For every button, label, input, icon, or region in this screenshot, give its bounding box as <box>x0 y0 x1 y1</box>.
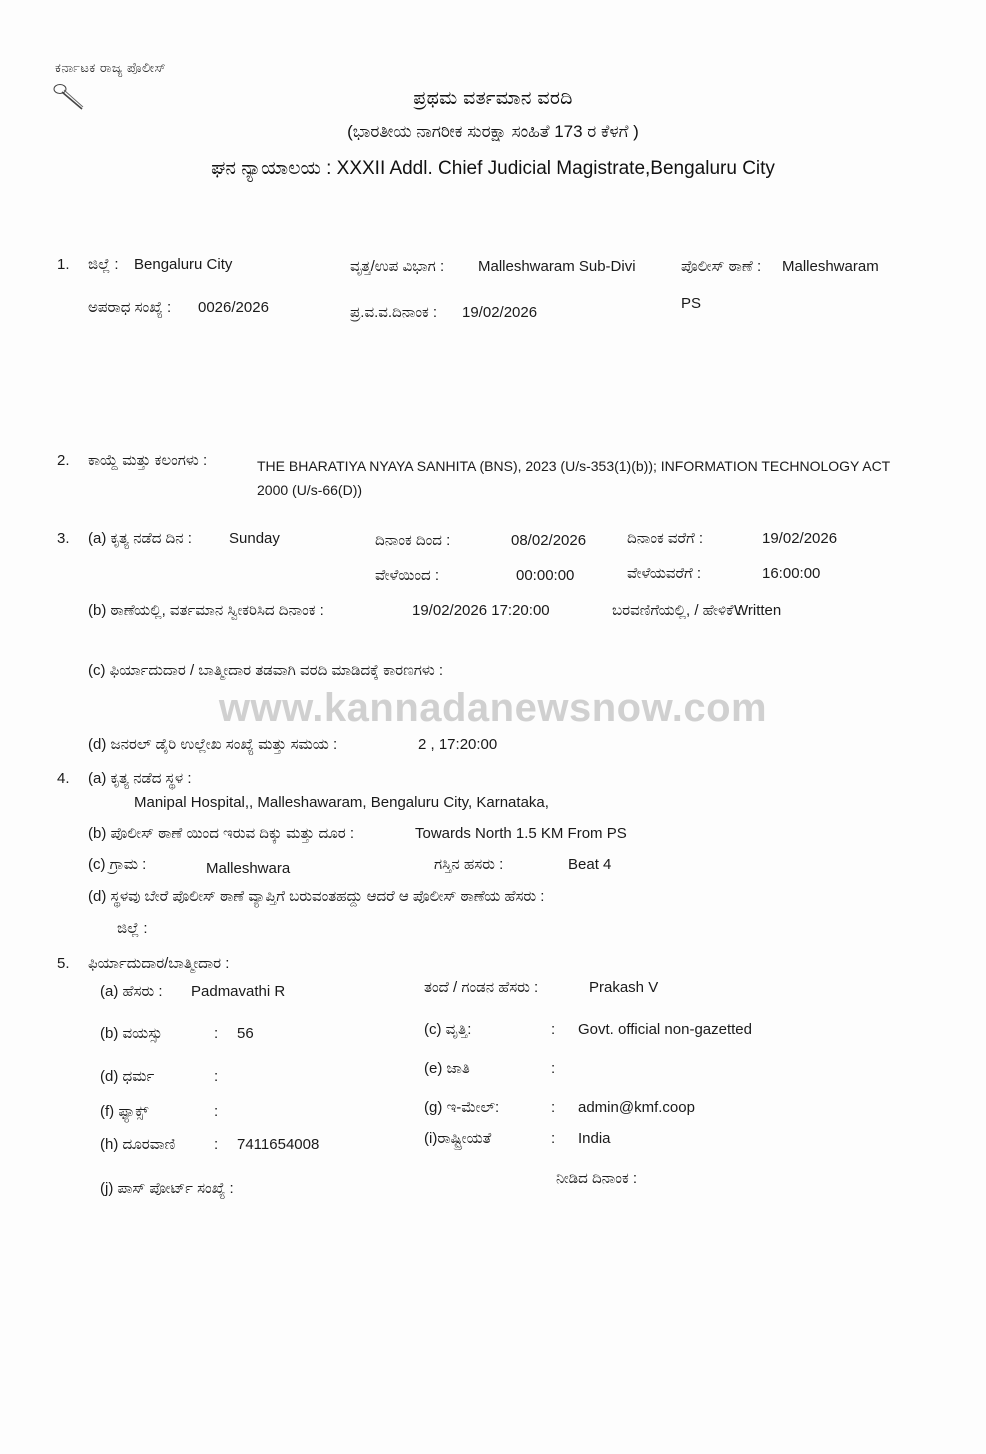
received-at-station-value: 19/02/2026 17:20:00 <box>412 602 550 619</box>
police-station-label: ಪೊಲೀಸ್ ಠಾಣೆ : <box>681 258 762 275</box>
police-logo-text: ಕರ್ನಾಟಕ ರಾಜ್ಯ ಪೊಲೀಸ್ <box>55 60 167 75</box>
complainant-age-value: 56 <box>237 1025 254 1042</box>
district-value: Bengaluru City <box>134 256 233 273</box>
complainant-passport-label: (j) ಪಾಸ್ ಪೋರ್ಟ್ ಸಂಖ್ಯೆ : <box>100 1180 234 1197</box>
date-to-label: ದಿನಾಂಕ ವರೆಗೆ : <box>627 530 704 547</box>
complainant-name-value: Padmavathi R <box>191 983 286 1000</box>
received-at-station-label: (b) ಠಾಣೆಯಲ್ಲಿ, ವರ್ತಮಾನ ಸ್ವೀಕರಿಸಿದ ದಿನಾಂಕ : <box>88 602 324 619</box>
police-station-value-line2: PS <box>681 295 702 312</box>
complainant-occupation-value: Govt. official non-gazetted <box>578 1021 752 1038</box>
section-5-number: 5. <box>57 955 70 972</box>
complainant-phone-label: (h) ದೂರವಾಣಿ <box>100 1136 176 1153</box>
delay-reason-label: (c) ಫಿರ್ಯಾದುದಾರ / ಬಾತ್ಮೀದಾರ ತಡವಾಗಿ ವರದಿ ಮಾಡಿದಕ್ಕೆ ಕಾರಣಗಳು : <box>88 662 444 679</box>
occurrence-day-label: (a) ಕೃತ್ಯ ನಡೆದ ದಿನ : <box>88 530 192 547</box>
crime-number-value: 0026/2026 <box>198 299 269 316</box>
direction-distance-label: (b) ಪೊಲೀಸ್ ಠಾಣೆ ಯಿಂದ ಇರುವ ದಿಕ್ಕು ಮತ್ತು ದೂರ : <box>88 825 355 842</box>
complainant-caste-label: (e) ಜಾತಿ <box>424 1060 470 1077</box>
village-value: Malleshwara <box>206 860 291 877</box>
time-to-label: ವೇಳೆಯವರೆಗೆ : <box>627 565 702 582</box>
complainant-religion-colon: : <box>214 1068 219 1085</box>
section-2-number: 2. <box>57 452 70 469</box>
complainant-caste-colon: : <box>551 1060 556 1077</box>
general-diary-value: 2 , 17:20:00 <box>418 736 498 753</box>
district-label: ಜಿಲ್ಲೆ : <box>88 256 119 273</box>
court-value: XXXII Addl. Chief Judicial Magistrate,Bengaluru City <box>336 158 775 179</box>
other-ps-label: (d) ಸ್ಥಳವು ಬೇರೆ ಪೊಲೀಸ್ ಠಾಣೆ ವ್ಯಾಪ್ತಿಗೆ ಬರುವಂತಹದ್ದು ಆದರೆ ಆ ಪೊಲೀಸ್ ಠಾಣೆಯ ಹೆಸರು : <box>88 888 545 905</box>
place-of-occurrence-value: Manipal Hospital,, Malleshawaram, Bengaluru City, Karnataka, <box>134 794 549 811</box>
section-1-number: 1. <box>57 256 70 273</box>
complainant-age-colon: : <box>214 1025 219 1042</box>
acts-sections-value: THE BHARATIYA NYAYA SANHITA (BNS), 2023 (U/s-353(1)(b)); INFORMATION TECHNOLOGY ACT 2000 (U/s-66(D)) <box>257 458 890 498</box>
complainant-age-label: (b) ವಯಸ್ಸು <box>100 1025 163 1042</box>
complainant-occupation-label: (c) ವೃತ್ತಿ: <box>424 1021 472 1038</box>
passport-issued-date-label: ನೀಡಿದ ದಿನಾಂಕ : <box>556 1170 638 1187</box>
report-mode-value: Written <box>734 602 782 619</box>
complainant-email-colon: : <box>551 1099 556 1116</box>
complainant-nationality-value: India <box>578 1130 611 1147</box>
section-4-number: 4. <box>57 770 70 787</box>
court-line <box>0 158 986 180</box>
fir-date-value: 19/02/2026 <box>462 304 538 321</box>
complainant-phone-value: 7411654008 <box>237 1136 320 1153</box>
complainant-name-label: (a) ಹೆಸರು : <box>100 983 163 1000</box>
document-title: ಪ್ರಥಮ ವರ್ತಮಾನ ವರದಿ <box>413 88 573 109</box>
place-of-occurrence-label: (a) ಕೃತ್ಯ ನಡೆದ ಸ್ಥಳ : <box>88 770 192 787</box>
time-from-label: ವೇಳೆಯಿಂದ : <box>375 567 440 584</box>
other-district-label: ಜಿಲ್ಲೆ : <box>117 920 148 937</box>
complainant-nationality-colon: : <box>551 1130 556 1147</box>
section-3-number: 3. <box>57 530 70 547</box>
beat-label: ಗಸ್ತಿನ ಹಸರು : <box>434 856 504 873</box>
complainant-nationality-label: (i)ರಾಷ್ಟ್ರೀಯತೆ <box>424 1130 492 1147</box>
complainant-phone-colon: : <box>214 1136 219 1153</box>
date-from-label: ದಿನಾಂಕ ದಿಂದ : <box>375 532 451 549</box>
complainant-fax-label: (f) ಫ್ಯಾಕ್ಸ್ <box>100 1103 149 1120</box>
court-label: ಘನ ನ್ಯಾಯಾಲಯ : <box>211 158 332 179</box>
police-station-value-line1: Malleshwaram <box>782 258 879 275</box>
complainant-heading: ಫಿರ್ಯಾದುದಾರ/ಬಾತ್ಮೀದಾರ : <box>88 955 230 972</box>
occurrence-day-value: Sunday <box>229 530 280 547</box>
watermark-text: www.kannadanewsnow.com <box>218 686 768 730</box>
complainant-email-value: admin@kmf.coop <box>578 1099 695 1116</box>
time-to-value: 16:00:00 <box>762 565 821 582</box>
father-husband-name-label: ತಂದೆ / ಗಂಡನ ಹೆಸರು : <box>424 979 539 996</box>
subdivision-label: ವೃತ್ತ/ಉಪ ವಿಭಾಗ : <box>350 258 445 275</box>
complainant-fax-colon: : <box>214 1103 219 1120</box>
general-diary-label: (d) ಜನರಲ್ ಡೈರಿ ಉಲ್ಲೇಖ ಸಂಖ್ಯೆ ಮತ್ತು ಸಮಯ : <box>88 736 338 753</box>
document-subtitle: (ಭಾರತೀಯ ನಾಗರೀಕ ಸುರಕ್ಷಾ ಸಂಹಿತೆ 173 ರ ಕೆಳಗೆ ) <box>347 122 639 141</box>
report-mode-label: ಬರವಣಿಗೆಯಲ್ಲಿ, / ಹೇಳಿಕೆ : <box>612 602 742 619</box>
fir-date-label: ಪ್ರ.ವ.ವ.ದಿನಾಂಕ : <box>350 304 438 321</box>
date-to-value: 19/02/2026 <box>762 530 838 547</box>
complainant-email-label: (g) ಇ-ಮೇಲ್: <box>424 1099 500 1116</box>
acts-sections-label: ಕಾಯ್ದೆ ಮತ್ತು ಕಲಂಗಳು : <box>88 452 208 469</box>
village-label: (c) ಗ್ರಾಮ : <box>88 856 147 873</box>
complainant-religion-label: (d) ಧರ್ಮ <box>100 1068 155 1085</box>
date-from-value: 08/02/2026 <box>511 532 587 549</box>
direction-distance-value: Towards North 1.5 KM From PS <box>415 825 627 842</box>
father-husband-name-value: Prakash V <box>589 979 659 996</box>
subdivision-value: Malleshwaram Sub-Divi <box>478 258 636 275</box>
time-from-value: 00:00:00 <box>516 567 575 584</box>
beat-value: Beat 4 <box>568 856 612 873</box>
crime-number-label: ಅಪರಾಧ ಸಂಖ್ಯೆ : <box>88 299 172 316</box>
document-header <box>0 88 986 180</box>
complainant-occupation-colon: : <box>551 1021 556 1038</box>
